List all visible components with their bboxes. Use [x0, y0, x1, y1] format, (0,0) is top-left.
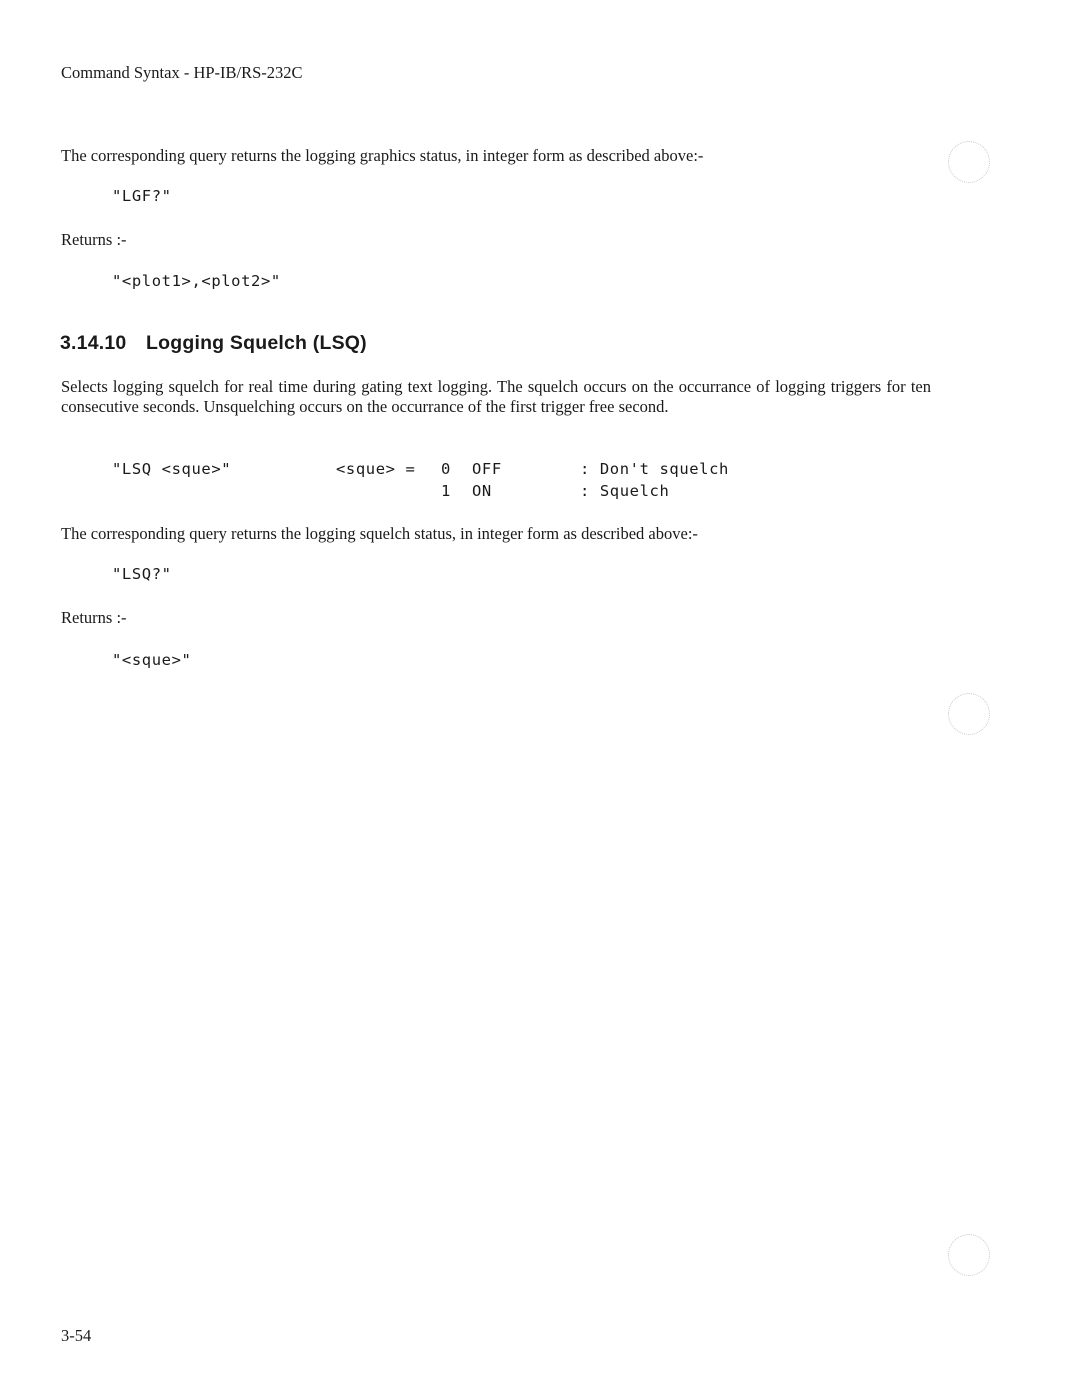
lsq-query-description: The corresponding query returns the logging squelch status, in integer form as described above:- — [61, 524, 698, 543]
binder-hole-icon — [948, 1234, 990, 1276]
lsq-returns-label: Returns :- — [61, 608, 127, 627]
section-number: 3.14.10 — [60, 332, 127, 354]
lsq-query-command: "LSQ?" — [112, 565, 172, 583]
option-value: 1 — [441, 482, 451, 500]
page-number: 3-54 — [61, 1326, 92, 1345]
lsq-description: Selects logging squelch for real time during gating text logging. The squelch occurs on the occurrance of logging triggers for ten consecutive seconds. Unsquelching occurs on the occurrance of the first trigger free second. — [61, 377, 931, 416]
section-heading — [60, 332, 367, 355]
lgf-query-command: "LGF?" — [112, 187, 172, 205]
lsq-command-syntax: "LSQ <sque>" — [112, 460, 232, 478]
lsq-returns-value: "<sque>" — [112, 651, 192, 669]
option-label: ON — [472, 482, 492, 500]
binder-hole-icon — [948, 141, 990, 183]
lgf-query-description: The corresponding query returns the logging graphics status, in integer form as described above:- — [61, 146, 704, 165]
option-value: 0 — [441, 460, 451, 478]
option-description: : Don't squelch — [580, 460, 729, 478]
lgf-returns-value: "<plot1>,<plot2>" — [112, 272, 281, 290]
lsq-parameter-name: <sque> = — [336, 460, 416, 478]
running-header: Command Syntax - HP-IB/RS-232C — [61, 63, 303, 82]
option-label: OFF — [472, 460, 502, 478]
section-title: Logging Squelch (LSQ) — [146, 332, 367, 354]
option-description: : Squelch — [580, 482, 670, 500]
lgf-returns-label: Returns :- — [61, 230, 127, 249]
binder-hole-icon — [948, 693, 990, 735]
